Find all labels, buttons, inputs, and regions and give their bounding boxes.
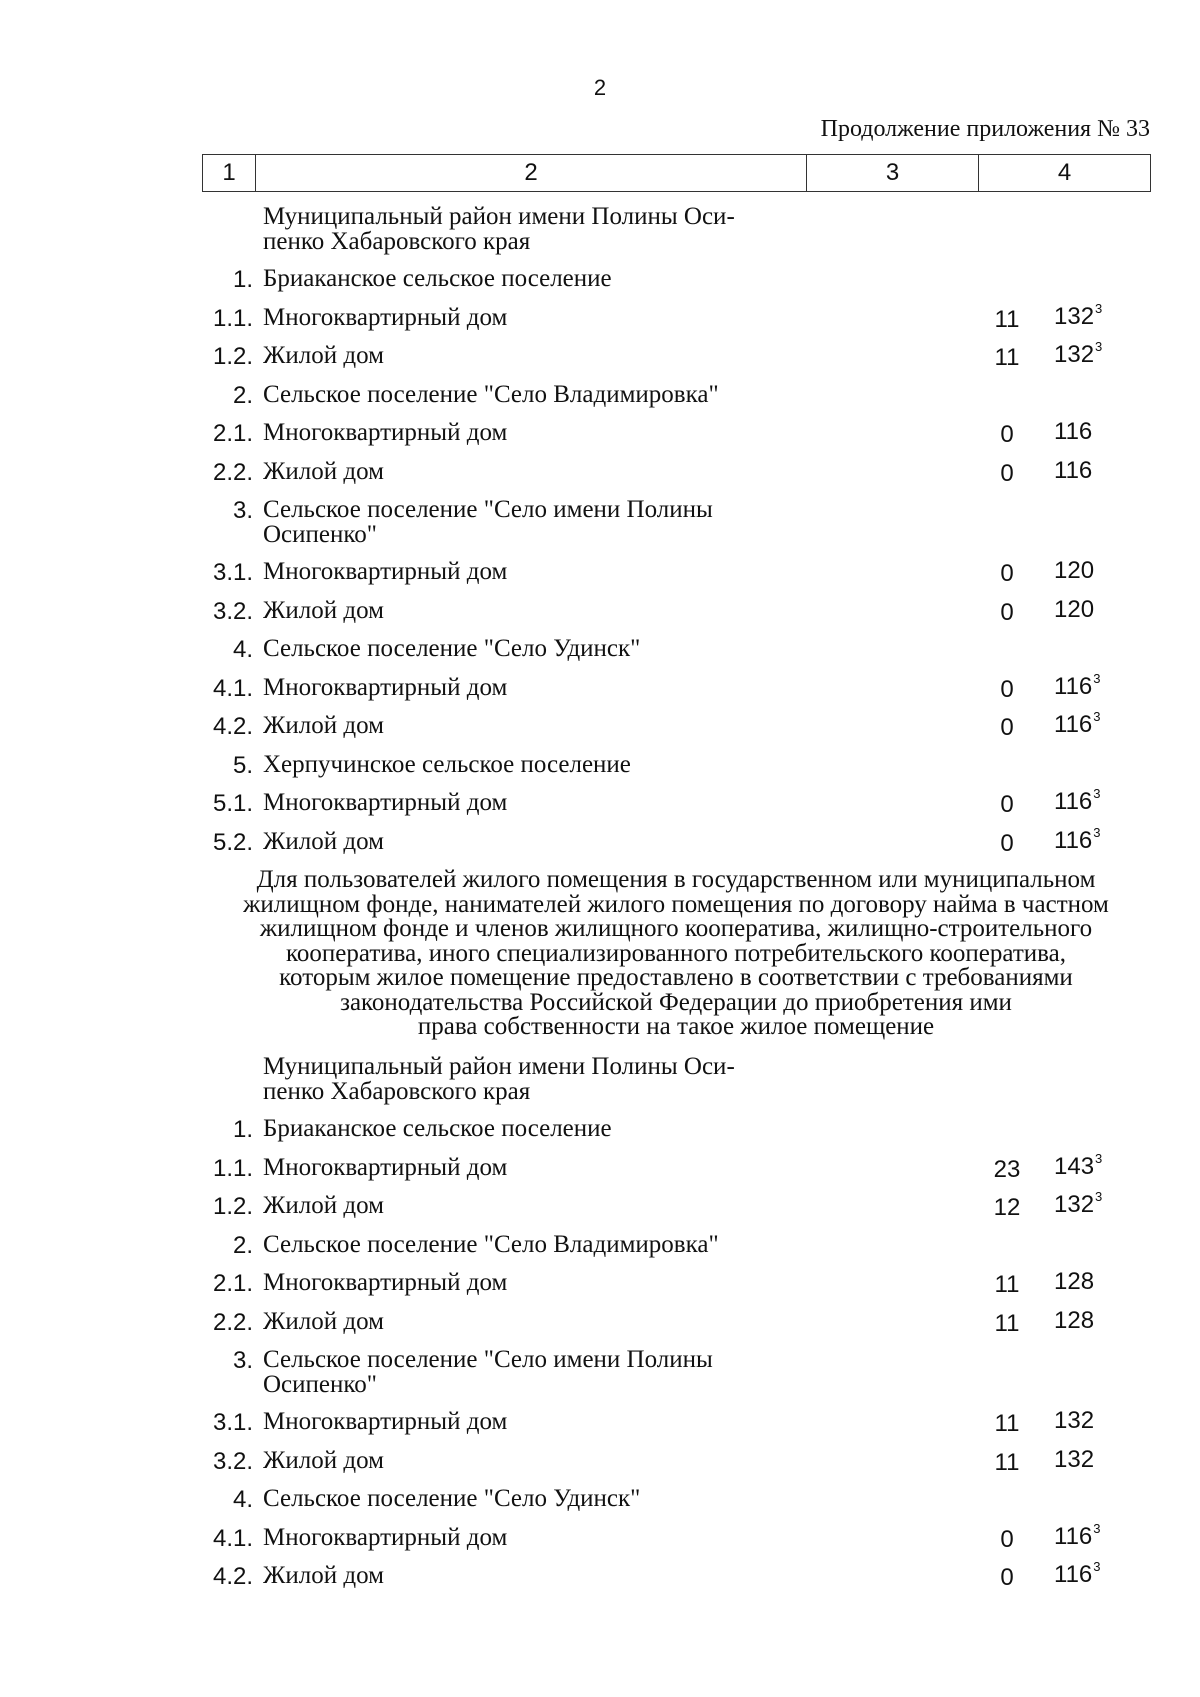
row-name-line: Херпучинское сельское поселение bbox=[263, 750, 631, 778]
footnote-marker: 3 bbox=[1093, 709, 1101, 724]
row-name bbox=[263, 459, 763, 484]
row-name bbox=[263, 559, 763, 584]
row-name bbox=[263, 1193, 763, 1218]
row-number: 4.2. bbox=[212, 1563, 253, 1590]
column-4-value-text: 132 bbox=[1054, 302, 1095, 330]
district-name bbox=[263, 204, 763, 254]
district-name-line: пенко Хабаровского края bbox=[263, 1078, 531, 1105]
column-4-value bbox=[1054, 1561, 1101, 1589]
column-header-1: 1 bbox=[203, 155, 256, 192]
table-row bbox=[202, 1482, 1150, 1521]
row-name-line: Многоквартирный дом bbox=[263, 1523, 508, 1551]
column-3-value-text: 0 bbox=[1000, 714, 1014, 741]
footnote-marker: 3 bbox=[1093, 1559, 1101, 1574]
table-row bbox=[202, 555, 1150, 594]
column-4-value bbox=[1054, 557, 1094, 585]
column-4-value bbox=[1054, 1268, 1094, 1296]
group-title-line: законодательства Российской Федерации до приобретения ими bbox=[340, 988, 1012, 1016]
column-3-value-text: 0 bbox=[1000, 1564, 1014, 1591]
row-name bbox=[263, 1448, 763, 1473]
table-row bbox=[202, 594, 1150, 633]
footnote-marker: 3 bbox=[1095, 300, 1103, 316]
row-name-line: Сельское поселение "Село Владимировка" bbox=[263, 1230, 719, 1258]
row-name-line: Жилой дом bbox=[263, 1562, 384, 1589]
table-row bbox=[202, 339, 1150, 378]
row-name-line: Сельское поселение "Село имени Полины bbox=[263, 496, 713, 523]
row-name bbox=[263, 420, 763, 445]
group-title-line: жилищном фонде, нанимателей жилого помещения по договору найма в частном bbox=[243, 890, 1109, 918]
table-row bbox=[202, 493, 1150, 555]
row-name bbox=[263, 752, 763, 777]
row-name-line: Сельское поселение "Село Удинск" bbox=[263, 1485, 641, 1512]
row-number: 4. bbox=[232, 1486, 253, 1513]
table-row bbox=[202, 825, 1150, 864]
column-4-value-text: 132 bbox=[1054, 1191, 1095, 1218]
row-name bbox=[263, 636, 763, 661]
row-name bbox=[263, 1155, 763, 1180]
row-name bbox=[263, 1347, 763, 1397]
row-number: 1.2. bbox=[212, 1193, 253, 1220]
footnote-marker: 3 bbox=[1093, 670, 1101, 686]
column-4-value bbox=[1054, 1520, 1101, 1551]
row-name-line: Многоквартирный дом bbox=[263, 303, 508, 331]
table-row bbox=[202, 1559, 1150, 1598]
section-general bbox=[202, 200, 1150, 863]
column-4-value-text: 132 bbox=[1054, 341, 1095, 368]
row-name bbox=[263, 1270, 763, 1295]
column-3-value-text: 0 bbox=[1000, 598, 1014, 626]
row-number: 3.2. bbox=[212, 597, 253, 625]
column-4-value bbox=[1054, 341, 1102, 369]
column-4-value-text: 116 bbox=[1054, 826, 1093, 854]
row-number: 3.1. bbox=[212, 1409, 253, 1436]
column-4-value-text: 120 bbox=[1054, 557, 1095, 584]
column-4-value-text: 120 bbox=[1054, 595, 1095, 623]
column-4-value bbox=[1054, 711, 1101, 739]
column-4-value bbox=[1054, 418, 1092, 446]
row-name bbox=[263, 497, 763, 547]
column-4-value bbox=[1054, 300, 1103, 331]
column-4-value-text: 132 bbox=[1054, 1407, 1095, 1434]
column-4-value-text: 132 bbox=[1054, 1445, 1095, 1473]
group-title-line: Для пользователей жилого помещения в государственном или муниципальном bbox=[256, 866, 1096, 893]
table-row bbox=[202, 1228, 1150, 1267]
row-name-line: Бриаканское сельское поселение bbox=[263, 1115, 612, 1142]
column-3-value-text: 23 bbox=[993, 1155, 1021, 1183]
column-3-value-text: 12 bbox=[993, 1194, 1021, 1221]
column-4-value-text: 116 bbox=[1054, 788, 1093, 815]
row-name-line: Жилой дом bbox=[263, 712, 384, 739]
row-number: 2.2. bbox=[212, 1308, 253, 1336]
row-number: 2.2. bbox=[212, 458, 253, 486]
column-4-value bbox=[1054, 1191, 1102, 1219]
district-name-line: пенко Хабаровского края bbox=[263, 228, 531, 255]
row-name-line: Сельское поселение "Село Удинск" bbox=[263, 635, 641, 662]
row-number: 4.1. bbox=[212, 674, 253, 702]
table-row bbox=[202, 748, 1150, 787]
column-4-value bbox=[1054, 1407, 1094, 1435]
column-3-value-text: 11 bbox=[994, 1271, 1020, 1298]
row-name-line: Сельское поселение "Село Владимировка" bbox=[263, 380, 719, 408]
column-4-value bbox=[1054, 1307, 1094, 1335]
footnote-marker: 3 bbox=[1093, 786, 1101, 801]
row-number: 1.1. bbox=[212, 304, 253, 332]
table-row bbox=[202, 416, 1150, 455]
row-number: 1.1. bbox=[212, 1154, 253, 1182]
row-number: 4. bbox=[232, 636, 253, 663]
row-name bbox=[263, 829, 763, 854]
row-number: 2.1. bbox=[212, 420, 253, 447]
column-3-value-text: 11 bbox=[994, 1448, 1020, 1476]
page-number: 2 bbox=[593, 75, 607, 100]
column-4-value bbox=[1054, 788, 1101, 816]
row-name-line: Многоквартирный дом bbox=[263, 673, 508, 701]
table-row bbox=[202, 262, 1150, 301]
row-number: 3. bbox=[232, 497, 253, 524]
column-3-value-text: 0 bbox=[1000, 1525, 1014, 1553]
row-name-line: Жилой дом bbox=[263, 596, 384, 624]
footnote-marker: 3 bbox=[1095, 339, 1103, 354]
row-name bbox=[263, 343, 763, 368]
group-title-line: кооператива, иного специализированного потребительского кооператива, bbox=[286, 939, 1066, 967]
column-4-value-text: 116 bbox=[1054, 418, 1093, 445]
column-4-value-text: 128 bbox=[1054, 1268, 1095, 1295]
column-4-value-text: 116 bbox=[1054, 711, 1093, 738]
row-number: 1. bbox=[232, 1116, 253, 1143]
table-row bbox=[202, 1266, 1150, 1305]
row-name bbox=[263, 1486, 763, 1511]
row-name bbox=[263, 598, 763, 623]
section-tenants bbox=[202, 1050, 1150, 1598]
row-name bbox=[263, 1309, 763, 1334]
row-name bbox=[263, 266, 763, 291]
row-number: 2.1. bbox=[212, 1270, 253, 1297]
row-name-line: Осипенко" bbox=[263, 1371, 377, 1398]
row-name-line: Многоквартирный дом bbox=[263, 558, 508, 585]
row-number: 3.1. bbox=[212, 559, 253, 586]
column-4-value-text: 116 bbox=[1054, 456, 1093, 484]
row-number: 2. bbox=[232, 1231, 253, 1259]
table-row bbox=[202, 1444, 1150, 1483]
group-title bbox=[202, 868, 1150, 1040]
row-name-line: Многоквартирный дом bbox=[263, 789, 508, 816]
column-3-value-text: 0 bbox=[1000, 459, 1014, 487]
row-name-line: Осипенко" bbox=[263, 521, 377, 548]
column-3-value-text: 11 bbox=[994, 1309, 1020, 1337]
column-4-value-text: 143 bbox=[1054, 1152, 1095, 1180]
row-name bbox=[263, 713, 763, 738]
column-4-value-text: 128 bbox=[1054, 1306, 1095, 1334]
table-row bbox=[202, 1343, 1150, 1405]
column-3-value-text: 11 bbox=[994, 305, 1020, 333]
group-title-line: права собственности на такое жилое помещение bbox=[417, 1013, 935, 1040]
row-number: 5.1. bbox=[212, 790, 253, 817]
row-name-line: Жилой дом bbox=[263, 1446, 384, 1474]
column-4-value bbox=[1054, 1446, 1094, 1474]
row-name-line: Жилой дом bbox=[263, 1192, 384, 1219]
table-row bbox=[202, 1305, 1150, 1344]
column-3-value-text: 0 bbox=[1000, 560, 1014, 587]
row-name bbox=[263, 675, 763, 700]
district-name-line: Муниципальный район имени Полины Оси- bbox=[263, 1053, 735, 1080]
column-4-value-text: 116 bbox=[1054, 672, 1093, 700]
row-name bbox=[263, 1116, 763, 1141]
column-header-2: 2 bbox=[256, 155, 807, 192]
row-name bbox=[263, 1232, 763, 1257]
row-number: 2. bbox=[232, 381, 253, 409]
column-3-value-text: 11 bbox=[994, 344, 1020, 371]
column-3-value-text: 0 bbox=[1000, 791, 1014, 818]
district-row bbox=[202, 1050, 1150, 1112]
row-name bbox=[263, 382, 763, 407]
district-name bbox=[263, 1054, 763, 1104]
column-header-table bbox=[202, 154, 1151, 192]
row-name-line: Жилой дом bbox=[263, 457, 384, 485]
footnote-marker: 3 bbox=[1093, 824, 1101, 840]
column-4-value bbox=[1054, 1150, 1103, 1181]
group-title-line: жилищном фонде и членов жилищного кооператива, жилищно-строительного bbox=[259, 915, 1093, 942]
table-row bbox=[202, 786, 1150, 825]
row-name-line: Жилой дом bbox=[263, 342, 384, 369]
table-row bbox=[202, 1521, 1150, 1560]
table-row bbox=[202, 455, 1150, 494]
column-4-value bbox=[1054, 596, 1094, 624]
row-name-line: Многоквартирный дом bbox=[263, 1269, 508, 1296]
table-row bbox=[202, 709, 1150, 748]
column-3-value-text: 0 bbox=[1000, 829, 1014, 857]
row-name bbox=[263, 1525, 763, 1550]
table-row bbox=[202, 671, 1150, 710]
table-row bbox=[202, 378, 1150, 417]
table-row bbox=[202, 632, 1150, 671]
column-4-value bbox=[1054, 670, 1101, 701]
row-name-line: Жилой дом bbox=[263, 827, 384, 855]
table-row bbox=[202, 301, 1150, 340]
row-name-line: Многоквартирный дом bbox=[263, 1153, 508, 1181]
row-name bbox=[263, 790, 763, 815]
footnote-marker: 3 bbox=[1093, 1520, 1101, 1536]
column-4-value-text: 116 bbox=[1054, 1561, 1093, 1588]
row-name-line: Сельское поселение "Село имени Полины bbox=[263, 1346, 713, 1373]
column-3-value-text: 0 bbox=[1000, 421, 1014, 448]
column-3-value-text: 0 bbox=[1000, 675, 1014, 703]
row-name bbox=[263, 305, 763, 330]
row-number: 3.2. bbox=[212, 1447, 253, 1475]
table-row bbox=[202, 1151, 1150, 1190]
column-header-3: 3 bbox=[807, 155, 979, 192]
row-number: 1. bbox=[232, 266, 253, 293]
appendix-note: Продолжение приложения № 33 bbox=[820, 116, 1150, 142]
column-4-value-text: 116 bbox=[1054, 1522, 1093, 1550]
column-header-4: 4 bbox=[979, 155, 1151, 192]
row-name-line: Бриаканское сельское поселение bbox=[263, 265, 612, 292]
row-number: 4.2. bbox=[212, 713, 253, 740]
column-4-value bbox=[1054, 824, 1101, 855]
row-name bbox=[263, 1409, 763, 1434]
row-number: 5.2. bbox=[212, 828, 253, 856]
row-name-line: Жилой дом bbox=[263, 1307, 384, 1335]
district-name-line: Муниципальный район имени Полины Оси- bbox=[263, 203, 735, 230]
column-3-value-text: 11 bbox=[994, 1410, 1020, 1437]
row-number: 1.2. bbox=[212, 343, 253, 370]
row-number: 3. bbox=[232, 1347, 253, 1374]
row-name bbox=[263, 1563, 763, 1588]
table-row bbox=[202, 1405, 1150, 1444]
table-row bbox=[202, 1112, 1150, 1151]
row-name-line: Многоквартирный дом bbox=[263, 1408, 508, 1435]
footnote-marker: 3 bbox=[1095, 1189, 1103, 1204]
row-name-line: Многоквартирный дом bbox=[263, 419, 508, 446]
group-title-line: которым жилое помещение предоставлено в соответствии с требованиями bbox=[279, 964, 1073, 991]
row-number: 5. bbox=[232, 751, 253, 779]
table-row bbox=[202, 1189, 1150, 1228]
row-number: 4.1. bbox=[212, 1524, 253, 1552]
footnote-marker: 3 bbox=[1095, 1150, 1103, 1166]
district-row bbox=[202, 200, 1150, 262]
column-4-value bbox=[1054, 457, 1092, 485]
